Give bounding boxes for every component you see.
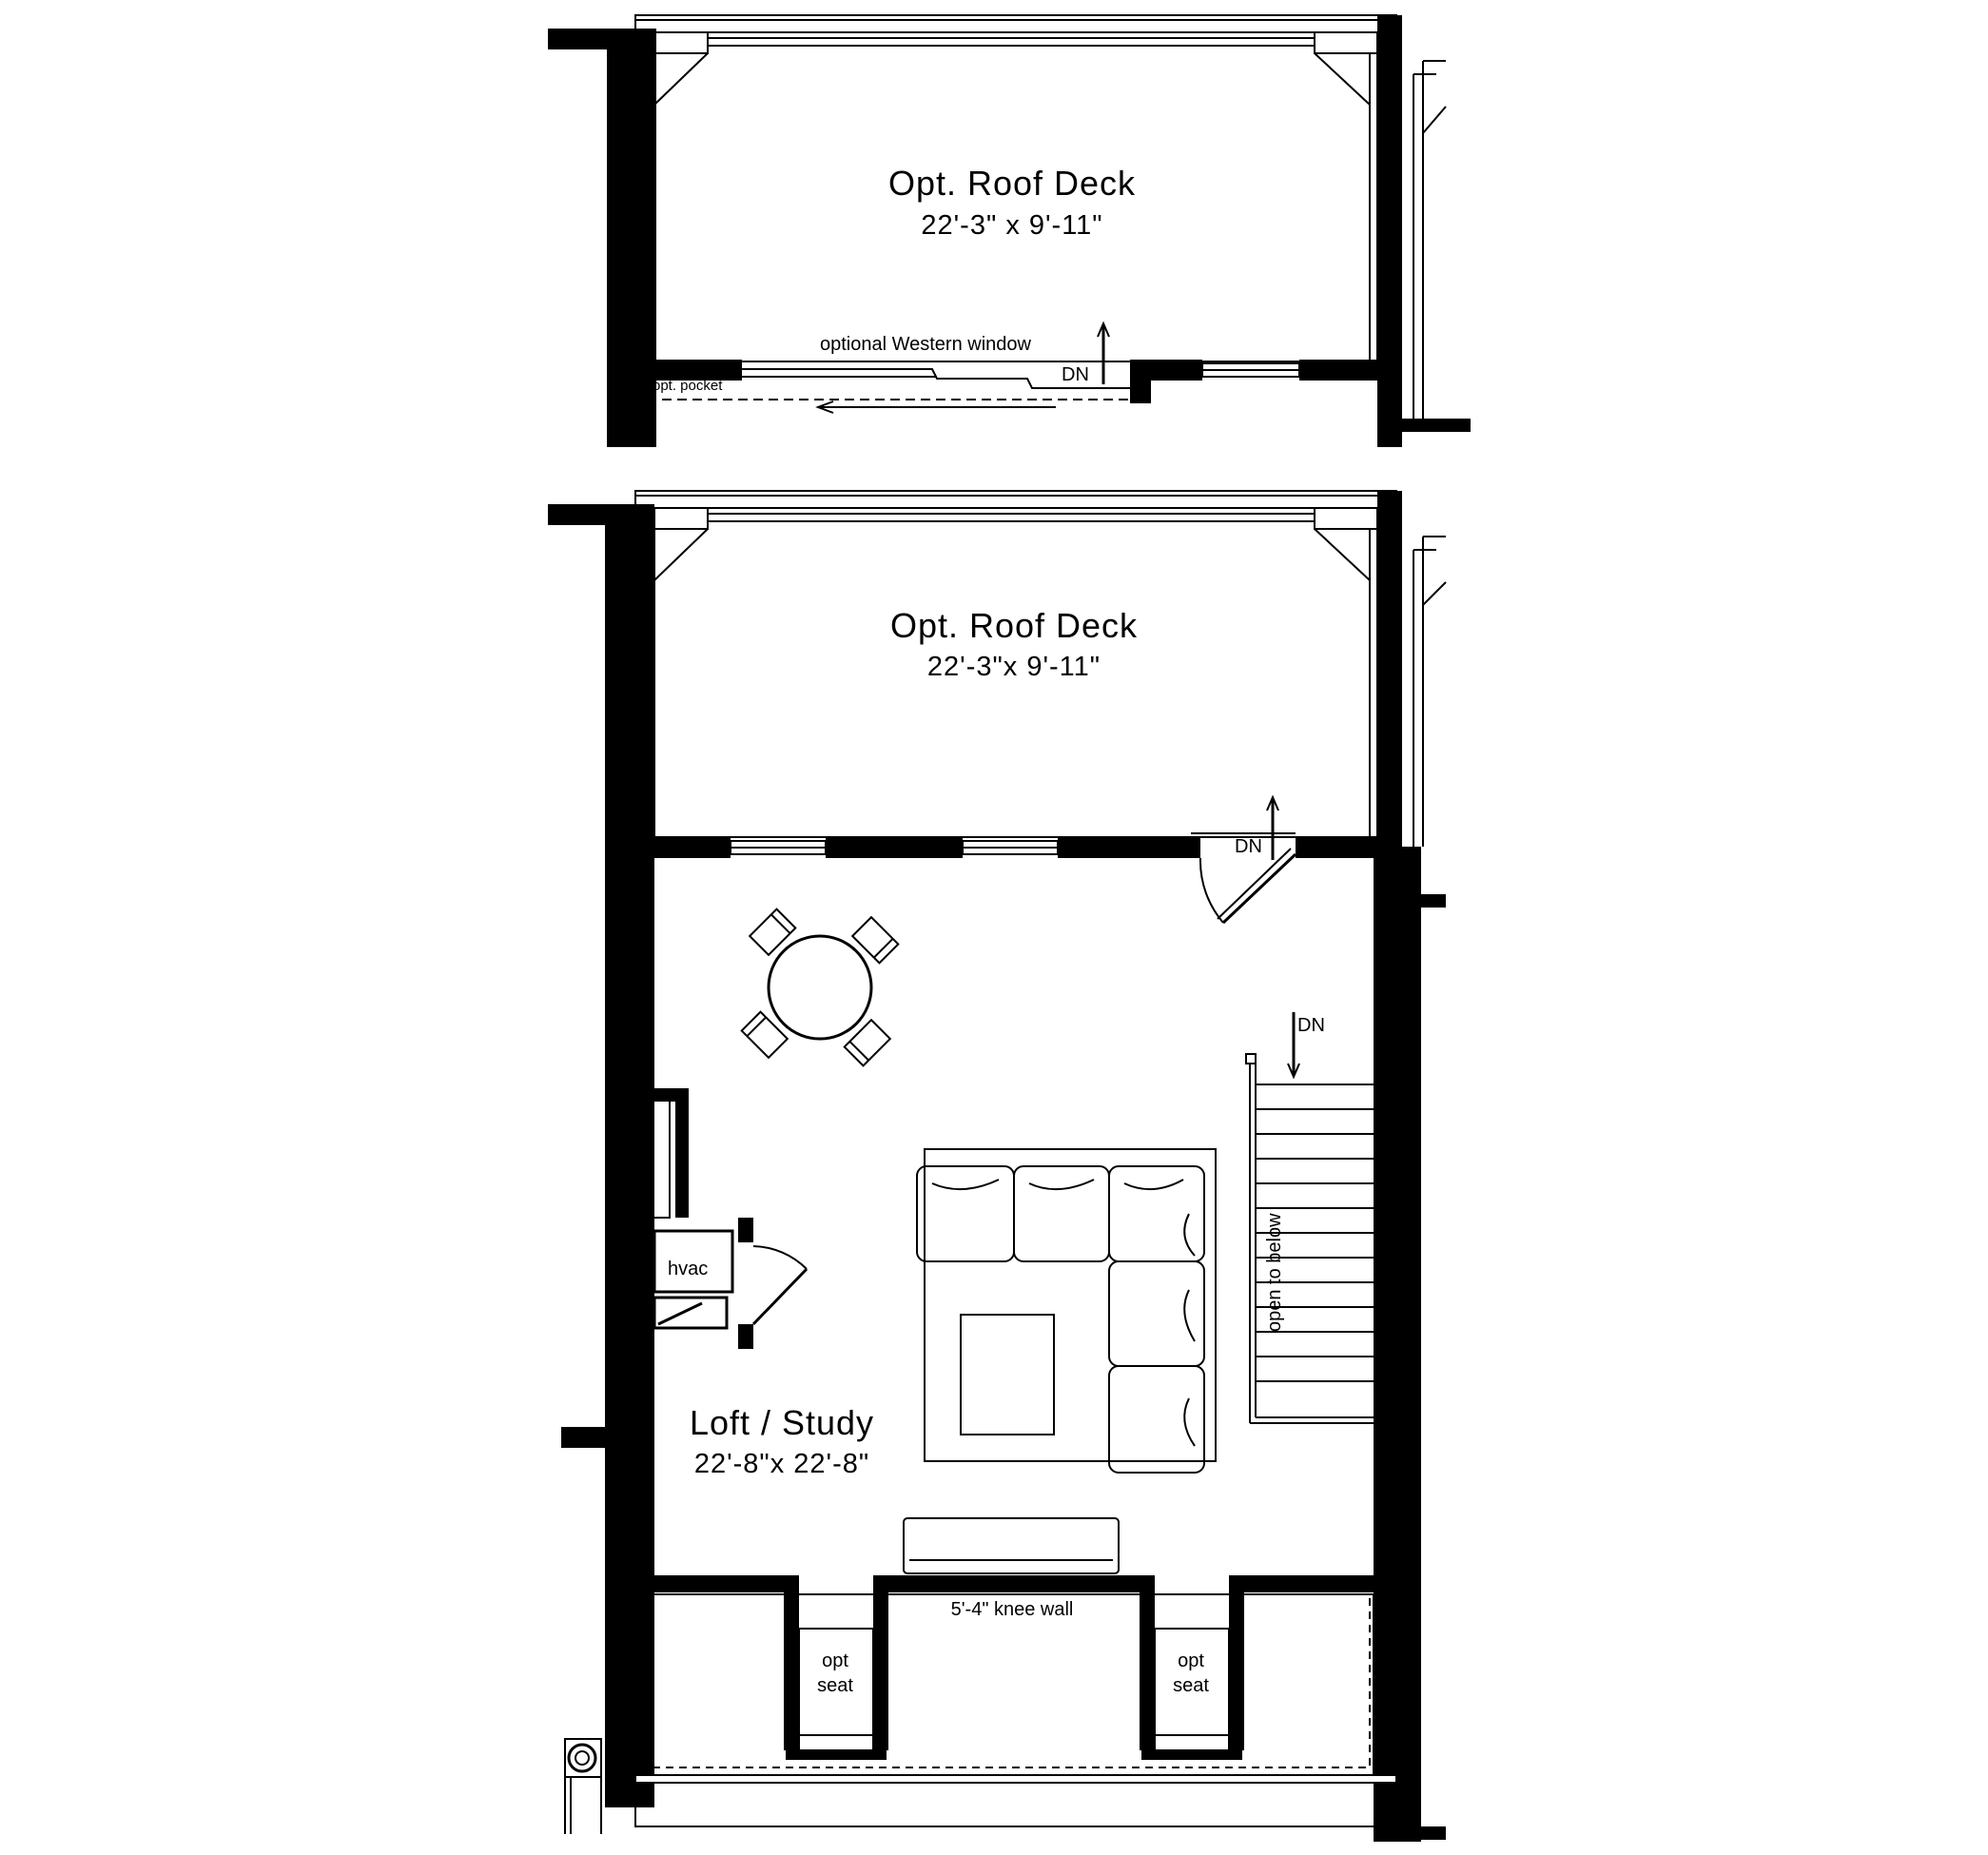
seat-left-line1: opt bbox=[822, 1650, 848, 1671]
seat-right-line2: seat bbox=[1173, 1675, 1209, 1696]
lower-loft-plan bbox=[548, 491, 1446, 1842]
drain-icon bbox=[565, 1739, 601, 1834]
lower-balcony bbox=[653, 1594, 1374, 1775]
upper-right-wall bbox=[1377, 15, 1402, 447]
upper-parapet-line bbox=[635, 15, 1396, 20]
deck-door bbox=[1200, 849, 1296, 923]
upper-roof-deck-plan bbox=[548, 15, 1471, 447]
upper-window-note: optional Western window bbox=[820, 334, 1031, 355]
upper-left-wall bbox=[607, 29, 656, 447]
sectional-sofa bbox=[917, 1149, 1216, 1473]
seat-right-line1: opt bbox=[1178, 1650, 1204, 1671]
seat-left-line2: seat bbox=[817, 1675, 853, 1696]
upper-stair-label: DN bbox=[1062, 364, 1089, 385]
loft-name: Loft / Study bbox=[689, 1403, 875, 1442]
upper-pocket-note: opt. pocket bbox=[653, 378, 723, 394]
upper-room-name: Opt. Roof Deck bbox=[887, 164, 1137, 203]
coffee-table bbox=[961, 1315, 1054, 1435]
lower-deck-name: Opt. Roof Deck bbox=[889, 606, 1139, 645]
lower-left-wall bbox=[605, 504, 654, 1807]
lower-right-wall bbox=[1377, 491, 1402, 852]
upper-room-dims: 22'-3" x 9'-11" bbox=[921, 210, 1103, 241]
dining-table bbox=[769, 936, 871, 1039]
stair-label: DN bbox=[1297, 1015, 1325, 1036]
deck-stair-label: DN bbox=[1235, 836, 1262, 857]
water-heater bbox=[654, 1298, 727, 1328]
hvac-door bbox=[753, 1269, 807, 1324]
knee-wall-note: 5'-4" knee wall bbox=[950, 1599, 1074, 1620]
hvac-closet bbox=[653, 1088, 807, 1349]
loft-dims: 22'-8"x 22'-8" bbox=[693, 1449, 870, 1479]
hvac-label: hvac bbox=[668, 1259, 709, 1279]
dining-table-set bbox=[742, 909, 899, 1066]
lower-deck-dims: 22'-3"x 9'-11" bbox=[926, 652, 1101, 682]
tv-console bbox=[904, 1518, 1119, 1573]
stair-note: open to below bbox=[1264, 1213, 1285, 1332]
